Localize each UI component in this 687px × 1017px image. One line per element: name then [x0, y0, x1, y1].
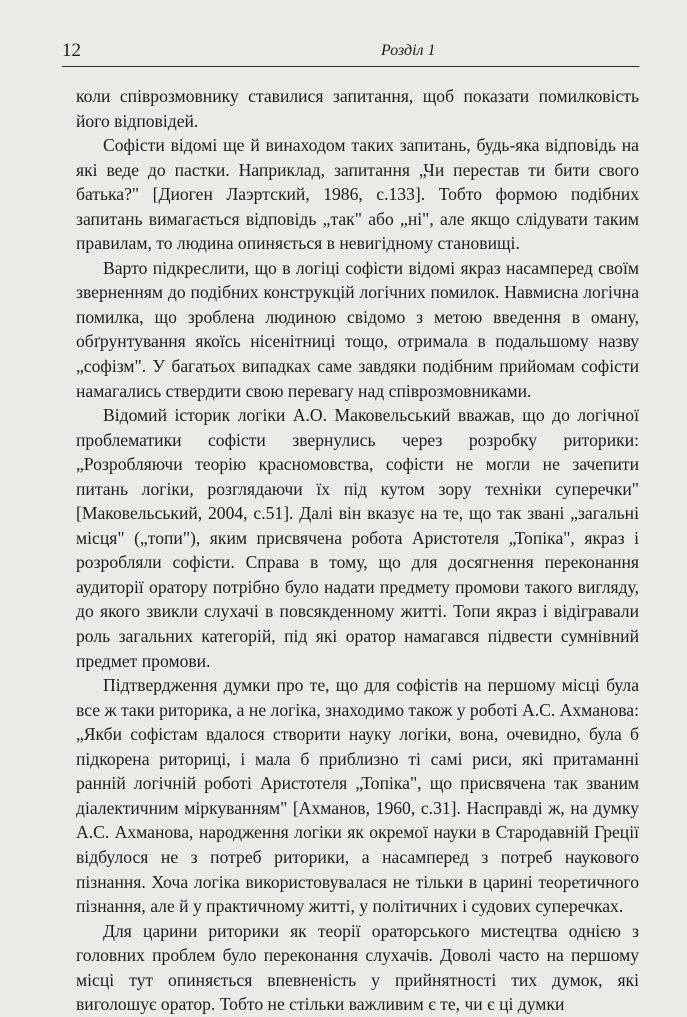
paragraph-1: коли співрозмовнику ставилися запитання, щоб показати помилковість його відповідей.	[76, 86, 639, 131]
paragraph-6: Для царини риторики як теорії ораторського мистецтва однією з головних проблем було переконання слухачів. Доволі часто на першому місці тут опиняється впевненість у прийнятності тих думок, які виголошує оратор. Тобто не стільки важливим є те, чи є ці думки	[76, 920, 639, 1015]
body-text	[76, 84, 639, 1017]
paragraph-5: Підтвердження думки про те, що для софістів на першому місці була все ж таки риторика, а не логіка, знаходимо також у роботі А.С. Ахманова: „Якби софістам вдалося створити науку логіки, вона, очевидно, була б підкорена риториці, і мала б приблизно ті самі риси, які притаманні ранній логічній роботі Аристотеля „Топіка", що присвячена так званим діалектичним міркуванням" [Ахманов, 1960, с.31]. Насправді ж, на думку А.С. Ахманова, народження логіки як окремої науки в Стародавній Греції відбулося не з потреб риторики, а насамперед з потреб наукового пізнання. Хоча логіка використовувалася не тільки в царині теоретичного пізнання, але й у практичному житті, у політичних і судових суперечках.	[76, 675, 639, 917]
paragraph-4: Відомий історик логіки А.О. Маковельський вважав, що до логічної проблематики софісти звернулись через розробку риторики: „Розробляючи теорію красномовства, софісти не могли не зачепити питань логіки, розглядаючи їх під кутом зору техніки суперечки" [Маковельський, 2004, с.51]. Далі він вказує на те, що так звані „загальні місця" („топи"), яким присвячена робота Аристотеля „Топіка", якраз і розробляли софісти. Справа в тому, що для досягнення переконання аудиторії оратору потрібно було надати предмету промови такого вигляду, до якого звикли слухачі в повсякденному житті. Топи якраз і відігравали роль загальних категорій, під які оратор намагався підвести сумнівний предмет промови.	[76, 405, 639, 671]
running-header	[62, 40, 639, 67]
paragraph-2: Софісти відомі ще й винаходом таких запитань, будь-яка відповідь на які веде до пастки. Наприклад, запитання „Чи перестав ти бити свого батька?" [Диоген Лаэртский, 1986, с.133]. Тобто формою подібних запитань вимагається відповідь „так" або „ні", але якщо слідувати таким правилам, то людина опиняється в невигідному становищі.	[76, 135, 639, 254]
section-title: Розділ 1	[381, 42, 436, 59]
page-number: 12	[62, 40, 81, 61]
paragraph-3: Варто підкреслити, що в логіці софісти відомі якраз насамперед своїм зверненням до подібних конструкцій логічних помилок. Навмисна логічна помилка, що зроблена людиною свідомо з метою введення в оману, обґрунтування якоїсь нісенітниці тощо, отримала в подальшому назву „софізм". У багатьох випадках саме завдяки подібним прийомам софісти намагались ствердити свою перевагу над співрозмовниками.	[76, 257, 639, 401]
